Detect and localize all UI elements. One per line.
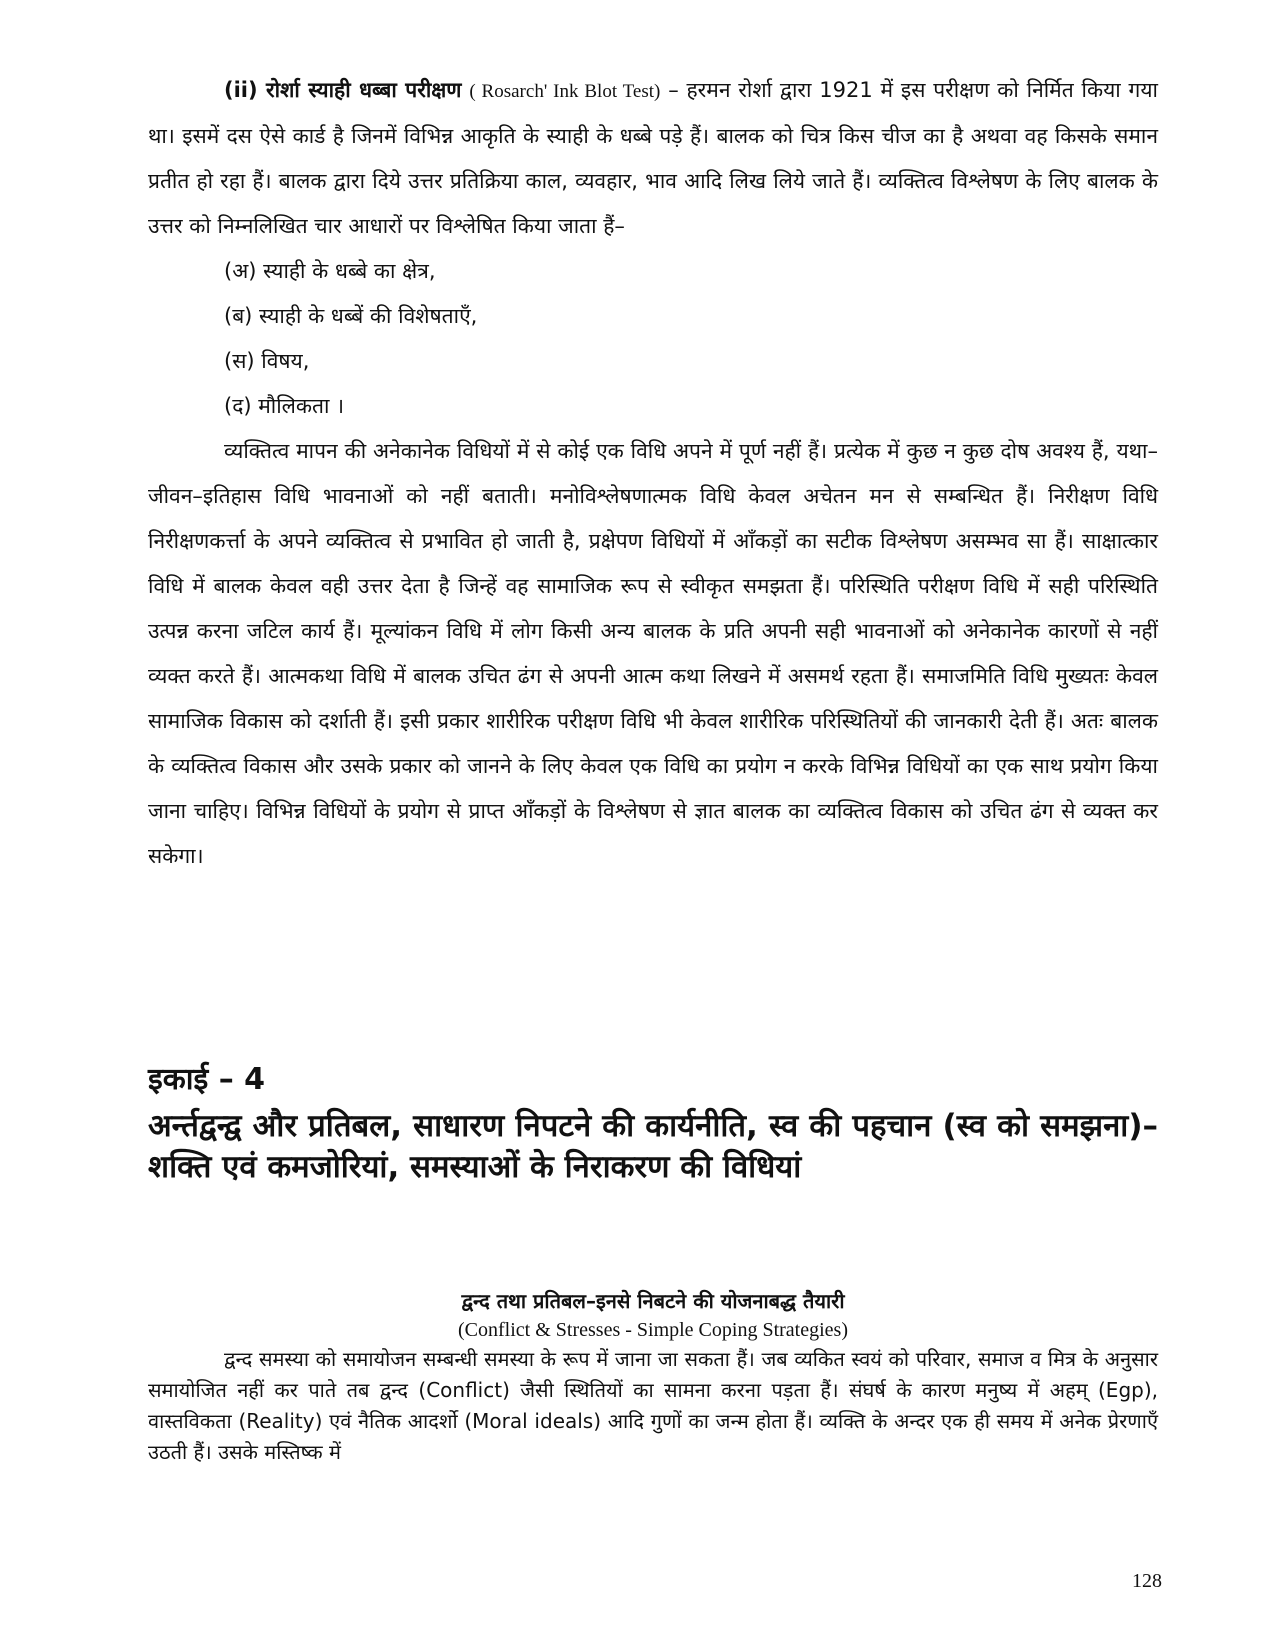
ink-blot-intro	[148, 68, 1158, 249]
methods-paragraph: व्यक्तित्व मापन की अनेकानेक विधियों में से कोई एक विधि अपने में पूर्ण नहीं हैं। प्रत्येक में कुछ न कुछ दोष अवश्य हैं, यथा– जीवन–इतिहास विधि भावनाओं को नहीं बताती। मनोविश्लेषणात्मक विधि केवल अचेतन मन से सम्बन्धित हैं। निरीक्षण विधि निरीक्षणकर्त्ता के अपने व्यक्तित्व से प्रभावित हो जाती है, प्रक्षेपण विधियों में आँकड़ों का सटीक विश्लेषण असम्भव सा हैं। साक्षात्कार विधि में बालक केवल वही उत्तर देता है जिन्हें वह सामाजिक रूप से स्वीकृत समझता हैं। परिस्थिति परीक्षण विधि में सही परिस्थिति उत्पन्न करना जटिल कार्य हैं। मूल्यांकन विधि में लोग किसी अन्य बालक के प्रति अपनी सही भावनाओं को अनेकानेक कारणों से नहीं व्यक्त करते हैं। आत्मकथा विधि में बालक उचित ढंग से अपनी आत्म कथा लिखने में असमर्थ रहता हैं। समाजमिति विधि मुख्यतः केवल सामाजिक विकास को दर्शाती हैं। इसी प्रकार शारीरिक परीक्षण विधि भी केवल शारीरिक परिस्थितियों की जानकारी देती हैं। अतः बालक के व्यक्तित्व विकास और उसके प्रकार को जानने के लिए केवल एक विधि का प्रयोग न करके विभिन्न विधियों का एक साथ प्रयोग किया जाना चाहिए। विभिन्न विधियों के प्रयोग से प्राप्त आँकड़ों के विश्लेषण से ज्ञात बालक का व्यक्तित्व विकास को उचित ढंग से व्यक्त कर सकेगा।	[148, 439, 1158, 868]
list-item: (स) विषय,	[224, 349, 310, 373]
ink-blot-intro-text: – हरमन रोर्शा द्वारा 1921 में इस परीक्षण को निर्मित किया गया था। इसमें दस ऐसे कार्ड है जिनमें विभिन्न आकृति के स्याही के धब्बे पड़े हैं। बालक को चित्र किस चीज का है अथवा वह किसके समान प्रतीत हो रहा हैं। बालक द्वारा दिये उत्तर प्रतिक्रिया काल, व्यवहार, भाव आदि लिख लिये जाते हैं। व्यक्तित्व विश्लेषण के लिए बालक के उत्तर को निम्नलिखित चार आधारों पर विश्लेषित किया जाता हैं–	[148, 78, 1158, 238]
subsection-conflict	[148, 1286, 1158, 1468]
analysis-basis-list	[148, 249, 1158, 429]
ink-blot-english-heading: ( Rosarch' Ink Blot Test)	[469, 81, 661, 102]
subsection-english-caption: (Conflict & Stresses - Simple Coping Strategies)	[458, 1319, 848, 1341]
unit-number: इकाई – 4	[148, 1062, 266, 1097]
unit-title: अर्न्तद्वन्द्व और प्रतिबल, साधारण निपटने की कार्यनीति, स्व की पहचान (स्व को समझना)– शक्ति एवं कमजोरियां, समस्याओं के निराकरण की विधियां	[148, 1108, 1158, 1185]
section-ink-blot	[148, 68, 1158, 879]
subsection-body: द्वन्द समस्या को समायोजन सम्बन्धी समस्या के रूप में जाना जा सकता हैं। जब व्यकित स्वयं को परिवार, समाज व मित्र के अनुसार समायोजित नहीं कर पाते तब द्वन्द (Conflict) जैसी स्थितियों का सामना करना पड़ता हैं। संघर्ष के कारण मनुष्य में अहम् (Egp), वास्तविकता (Reality) एवं नैतिक आदर्शो (Moral ideals) आदि गुणों का जन्म होता हैं। व्यक्ति के अन्दर एक ही समय में अनेक प्रेरणाएँ उठती हैं। उसके मस्तिष्क में	[148, 1347, 1158, 1464]
page-number: 128	[1132, 1570, 1162, 1592]
list-item: (ब) स्याही के धब्बें की विशेषताएँ,	[224, 304, 478, 328]
ink-blot-heading: (ii) रोर्शा स्याही धब्बा परीक्षण	[224, 78, 462, 102]
unit-heading-block	[148, 1060, 1158, 1188]
list-item: (द) मौलिकता ।	[224, 394, 345, 418]
list-item: (अ) स्याही के धब्बे का क्षेत्र,	[224, 259, 436, 283]
subsection-title: द्वन्द तथा प्रतिबल–इनसे निबटने की योजनाबद्ध तैयारी	[461, 1289, 845, 1313]
